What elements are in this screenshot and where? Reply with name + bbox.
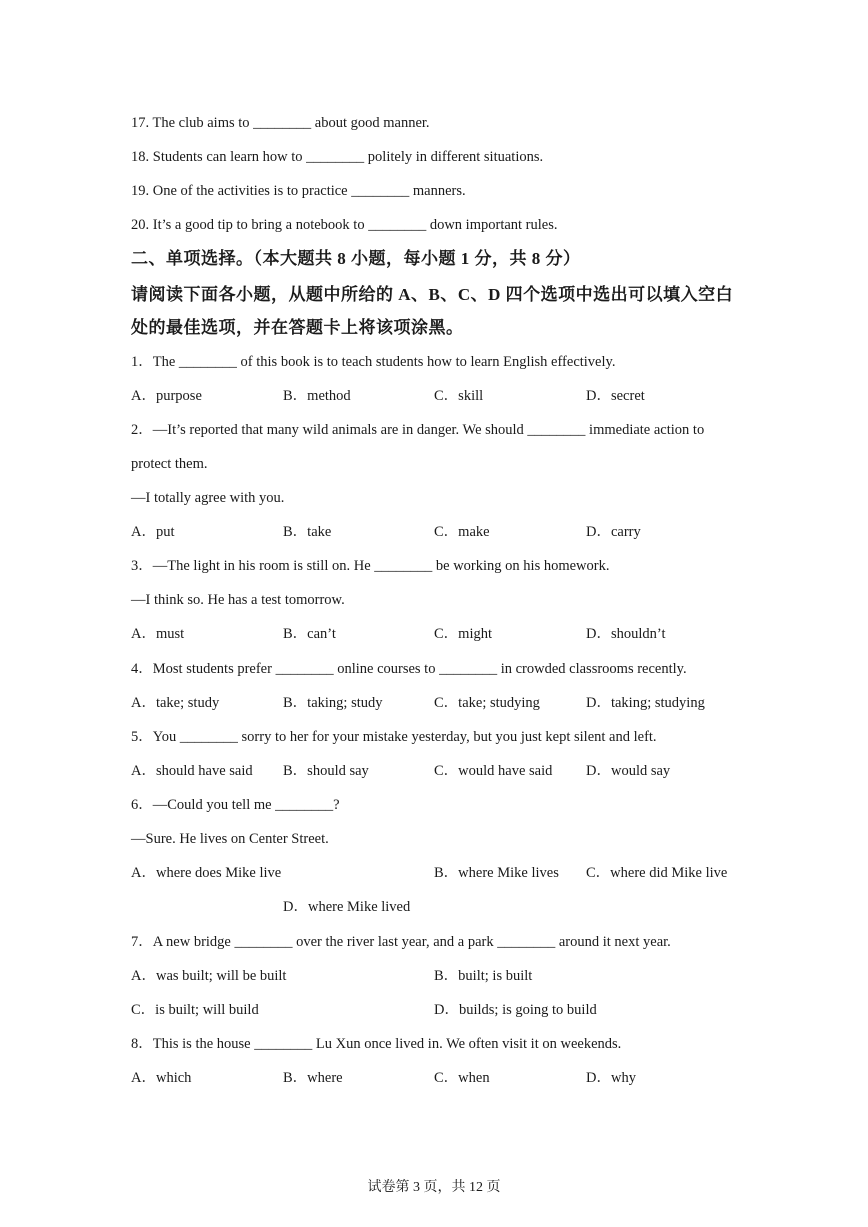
- question-2-reply: —I totally agree with you.: [131, 490, 285, 506]
- q8-option-c: C．when: [434, 1070, 490, 1086]
- q7-option-a: A．was built; will be built: [131, 968, 287, 984]
- q3-option-a: A．must: [131, 626, 185, 642]
- q7-option-d: D．builds; is going to build: [434, 1002, 597, 1018]
- section-instruction-line2: 处的最佳选项，并在答题卡上将该项涂黑。: [131, 318, 464, 337]
- q1-option-c: C．skill: [434, 388, 484, 404]
- question-5-stem: 5．You ________ sorry to her for your mistake yesterday, but you just kept silent and left.: [131, 729, 657, 745]
- q4-option-d: D．taking; studying: [586, 695, 705, 711]
- question-3-reply: —I think so. He has a test tomorrow.: [131, 592, 345, 608]
- question-8-stem: 8．This is the house ________ Lu Xun once lived in. We often visit it on weekends.: [131, 1036, 622, 1052]
- fill-in-item-17: 17. The club aims to ________ about good manner.: [131, 115, 430, 131]
- q1-option-a: A．purpose: [131, 388, 202, 404]
- q6-option-a: A．where does Mike live: [131, 865, 282, 881]
- q7-option-b: B．built; is built: [434, 968, 533, 984]
- q1-option-d: D．secret: [586, 388, 645, 404]
- q3-option-c: C．might: [434, 626, 493, 642]
- question-3-stem: 3．—The light in his room is still on. He ________ be working on his homework.: [131, 558, 610, 574]
- question-4-stem: 4．Most students prefer ________ online courses to ________ in crowded classrooms recently.: [131, 661, 687, 677]
- q2-option-c: C．make: [434, 524, 490, 540]
- q8-option-b: B．where: [283, 1070, 343, 1086]
- q6-option-b: B．where Mike lives: [434, 865, 559, 881]
- q6-option-c: C．where did Mike live: [586, 865, 728, 881]
- q5-option-c: C．would have said: [434, 763, 553, 779]
- q1-option-b: B．method: [283, 388, 351, 404]
- fill-in-item-19: 19. One of the activities is to practice ________ manners.: [131, 183, 466, 199]
- q6-option-d: D．where Mike lived: [283, 899, 411, 915]
- q2-option-b: B．take: [283, 524, 332, 540]
- fill-in-item-18: 18. Students can learn how to ________ politely in different situations.: [131, 149, 544, 165]
- q5-option-b: B．should say: [283, 763, 369, 779]
- question-1-stem: 1．The ________ of this book is to teach students how to learn English effectively.: [131, 354, 616, 370]
- q7-option-c: C．is built; will build: [131, 1002, 259, 1018]
- q5-option-d: D．would say: [586, 763, 671, 779]
- q3-option-b: B．can’t: [283, 626, 336, 642]
- section-instruction-line1: 请阅读下面各小题，从题中所给的 A、B、C、D 四个选项中选出可以填入空白: [131, 285, 734, 304]
- question-7-stem: 7．A new bridge ________ over the river last year, and a park ________ around it next year.: [131, 934, 671, 950]
- q8-option-d: D．why: [586, 1070, 636, 1086]
- q3-option-d: D．shouldn’t: [586, 626, 666, 642]
- q4-option-c: C．take; studying: [434, 695, 540, 711]
- page-footer: 试卷第 3 页，共 12 页: [367, 1180, 501, 1195]
- question-2-stem: 2．—It’s reported that many wild animals are in danger. We should ________ immediate action to: [131, 422, 705, 438]
- question-2-stem-cont: protect them.: [131, 456, 208, 472]
- fill-in-item-20: 20. It’s a good tip to bring a notebook to ________ down important rules.: [131, 217, 558, 233]
- q4-option-a: A．take; study: [131, 695, 220, 711]
- q2-option-a: A．put: [131, 524, 175, 540]
- q8-option-a: A．which: [131, 1070, 192, 1086]
- question-6-reply: —Sure. He lives on Center Street.: [131, 831, 329, 847]
- question-6-stem: 6．—Could you tell me ________?: [131, 797, 340, 813]
- q2-option-d: D．carry: [586, 524, 641, 540]
- section-title: 二、单项选择。（本大题共 8 小题，每小题 1 分，共 8 分）: [131, 249, 581, 268]
- q4-option-b: B．taking; study: [283, 695, 383, 711]
- q5-option-a: A．should have said: [131, 763, 253, 779]
